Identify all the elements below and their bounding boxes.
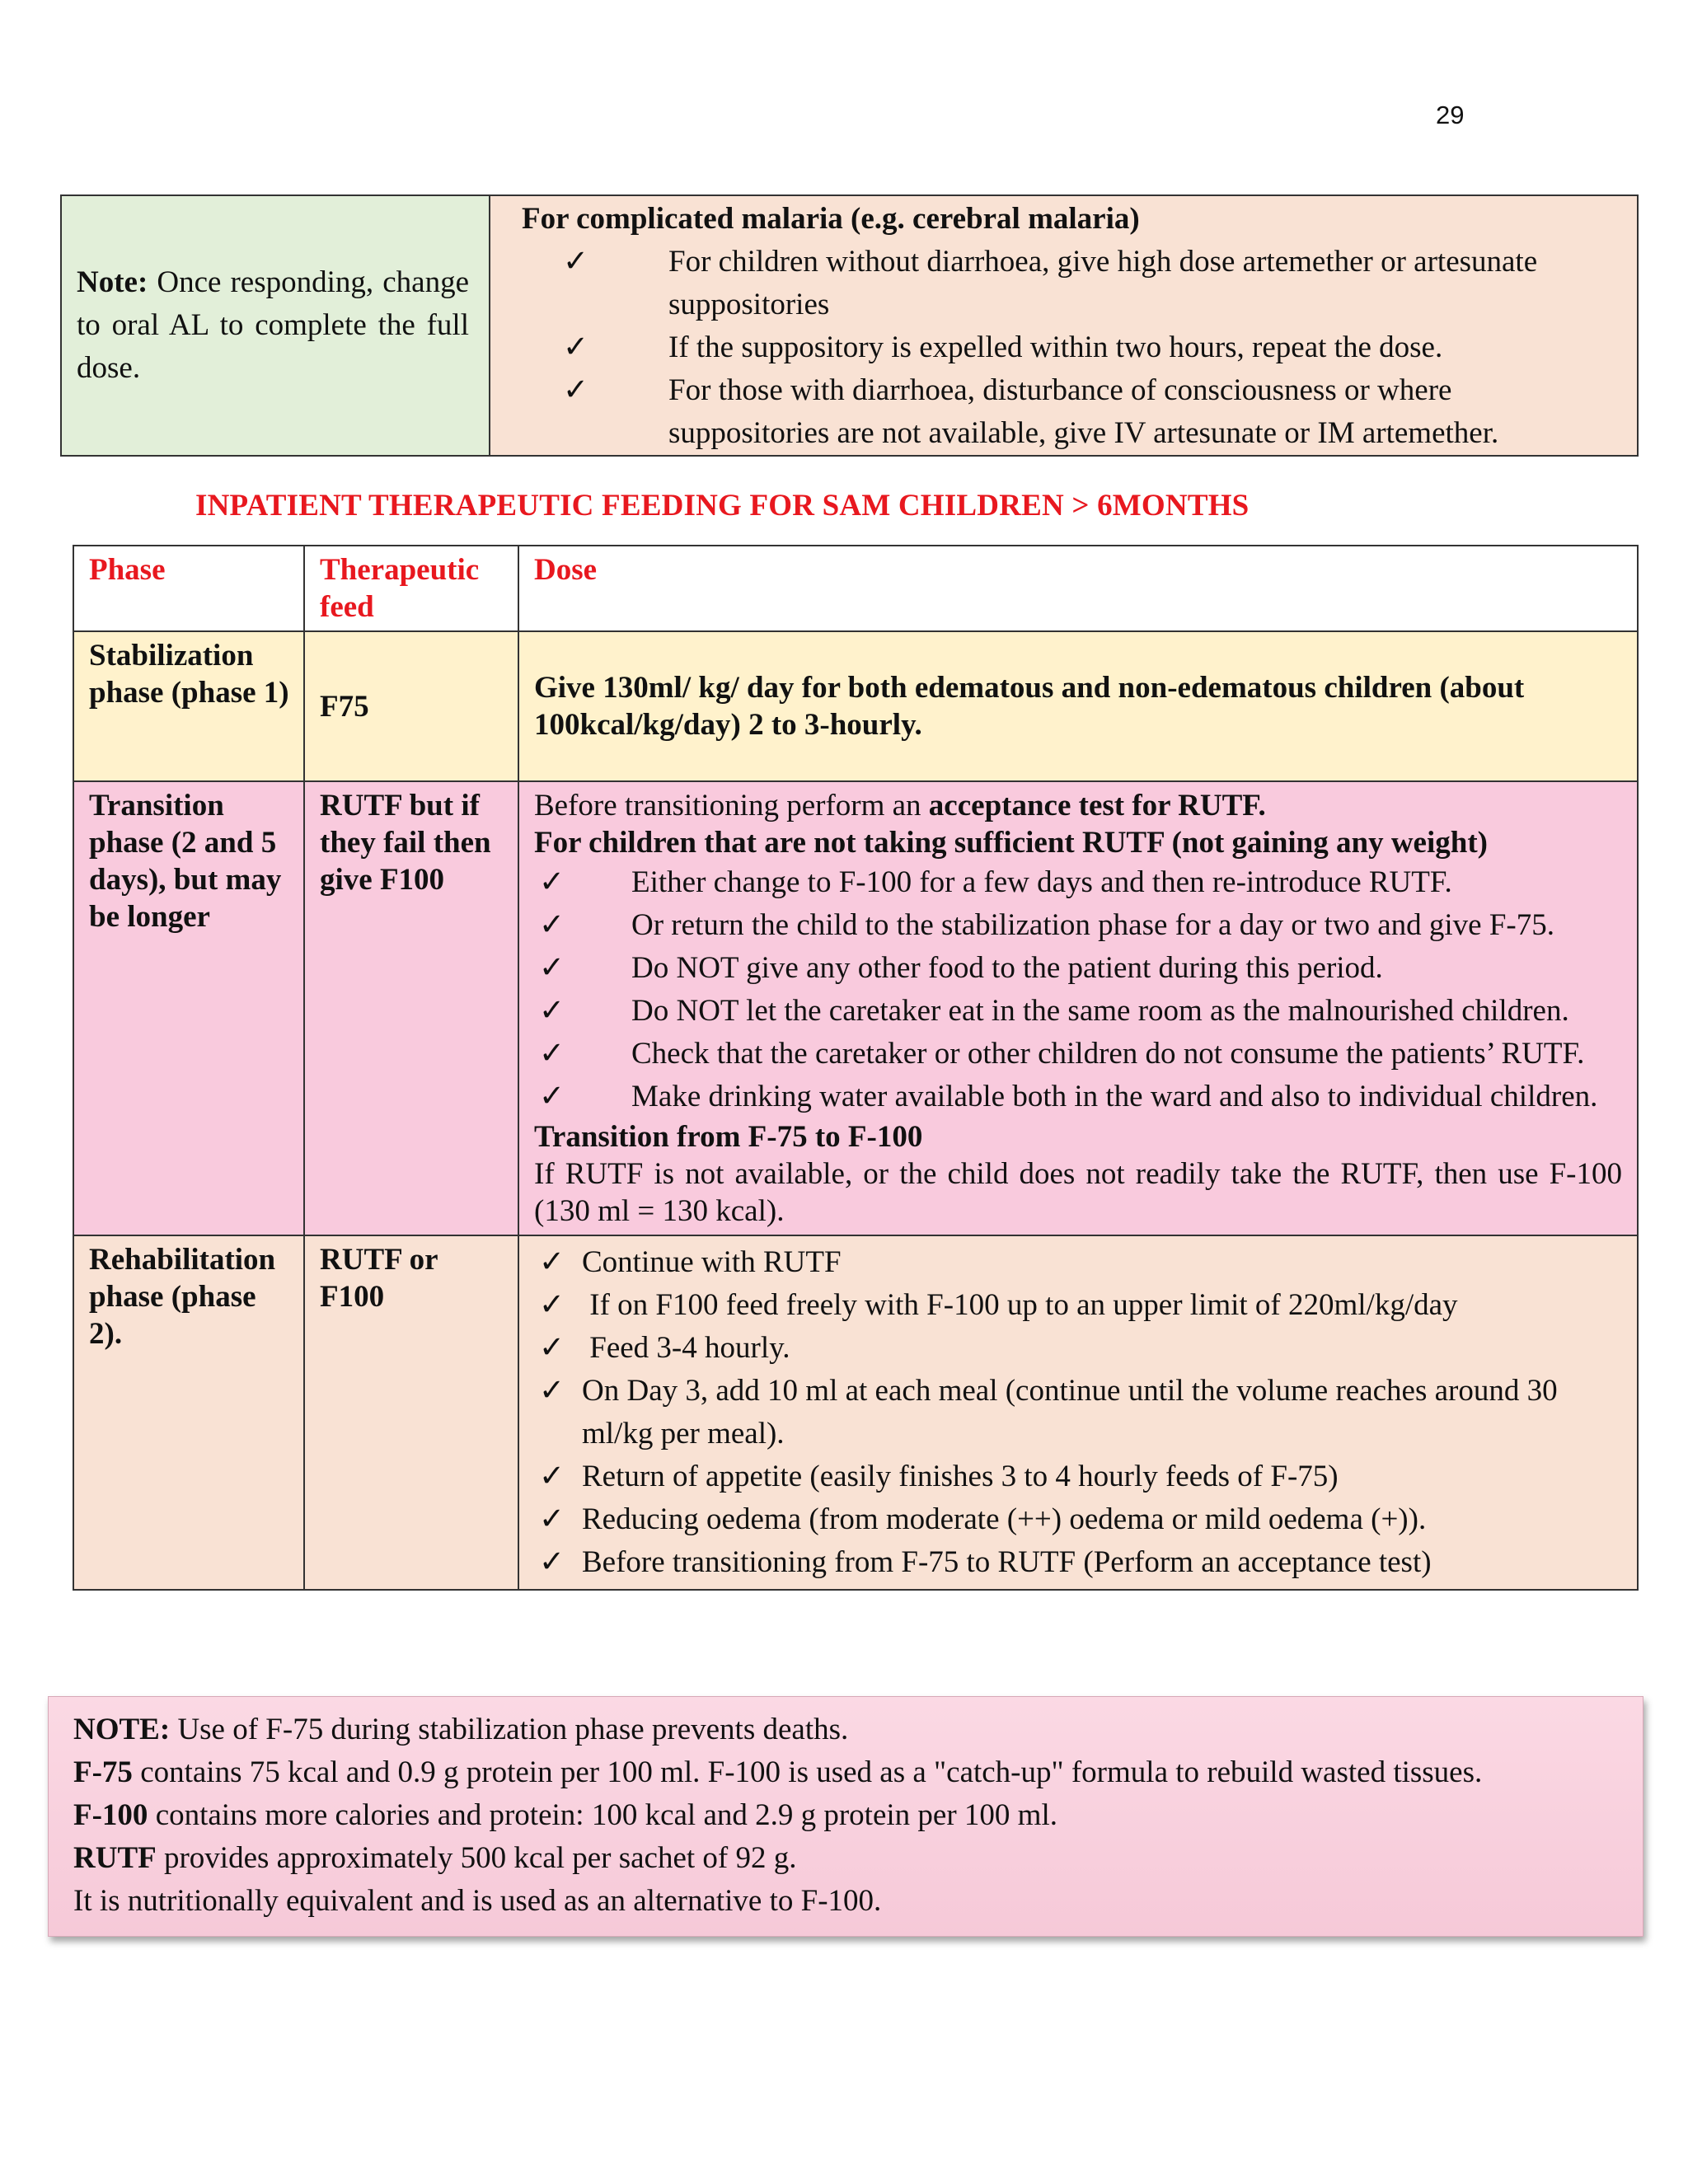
note-text: It is nutritionally equivalent and is used as an alternative to F-100. [73,1884,882,1918]
table-row-stabilization [73,631,1638,781]
note-bold: F-100 [73,1798,148,1832]
note-line [73,1708,1620,1751]
dose-cell [518,781,1638,1235]
list-item-text: Return of appetite (easily finishes 3 to 4 hourly feeds of F-75) [582,1460,1339,1493]
list-item-text: Reducing oedema (from moderate (++) oedema or mild oedema (+)). [582,1502,1427,1536]
note-box [48,1696,1643,1937]
list-item [534,861,1622,904]
note-line [73,1880,1620,1923]
checkmark-icon: ✓ [539,1545,565,1579]
table-header-row [73,546,1638,631]
dose-cell: Give 130ml/ kg/ day for both edematous and non-edematous children (about 100kcal/kg/day) 2 to 3-hourly. [518,631,1638,781]
feeding-table [73,545,1639,1591]
checkmark-icon: ✓ [539,1037,565,1071]
header-phase: Phase [73,546,304,631]
list-item-text: For children without diarrhoea, give high dose artemether or artesunate suppositories [668,245,1538,321]
checkmark-icon: ✓ [539,1374,565,1408]
checkmark-icon: ✓ [563,245,589,279]
feed-cell: F75 [304,631,518,781]
rehabilitation-list [534,1241,1622,1584]
checkmark-icon: ✓ [539,865,565,899]
list-item-text: Either change to F-100 for a few days and then re-introduce RUTF. [631,865,1452,899]
list-item [534,1327,1622,1370]
list-item [534,947,1622,990]
checkmark-icon: ✓ [539,1245,565,1279]
list-item-text: Make drinking water available both in the ward and also to individual children. [631,1080,1598,1113]
intro-bold-text: acceptance test for RUTF. [928,789,1266,823]
list-item-text: Feed 3-4 hourly. [582,1331,790,1365]
feed-cell: RUTF or F100 [304,1235,518,1590]
malaria-note-cell [61,195,490,456]
list-item-text: Do NOT let the caretaker eat in the same room as the malnourished children. [631,994,1569,1028]
malaria-instructions-cell [490,195,1638,456]
list-item [522,326,1612,369]
list-item-text: If on F100 feed freely with F-100 up to an upper limit of 220ml/kg/day [582,1288,1458,1322]
checkmark-icon: ✓ [539,994,565,1028]
feed-cell: RUTF but if they fail then give F100 [304,781,518,1235]
dose-cell [518,1235,1638,1590]
checkmark-icon: ✓ [539,908,565,942]
list-item [534,990,1622,1033]
section-title: INPATIENT THERAPEUTIC FEEDING FOR SAM CHILDREN > 6MONTHS [195,489,1250,523]
list-item [534,1498,1622,1541]
phase-cell: Stabilization phase (phase 1) [73,631,304,781]
note-bold: RUTF [73,1841,157,1875]
list-item [522,369,1612,455]
list-item-text: Before transitioning from F-75 to RUTF (Perform an acceptance test) [582,1545,1432,1579]
list-item-text: Check that the caretaker or other children do not consume the patients’ RUTF. [631,1037,1585,1071]
note-line [73,1837,1620,1880]
malaria-note-label: Note: [77,265,148,299]
phase-cell: Transition phase (2 and 5 days), but may be longer [73,781,304,1235]
note-line [73,1751,1620,1794]
transition-subheading: For children that are not taking sufficient RUTF (not gaining any weight) [534,826,1488,860]
table-row-rehabilitation [73,1235,1638,1590]
list-item [522,241,1612,326]
malaria-list [522,241,1612,455]
note-line [73,1794,1620,1837]
list-item-text: Do NOT give any other food to the patient during this period. [631,951,1383,985]
list-item [534,1455,1622,1498]
checkmark-icon: ✓ [539,951,565,985]
malaria-heading: For complicated malaria (e.g. cerebral malaria) [522,202,1140,236]
checkmark-icon: ✓ [539,1502,565,1536]
checkmark-icon: ✓ [563,373,589,407]
list-item [534,1241,1622,1284]
list-item-text: Or return the child to the stabilization phase for a day or two and give F-75. [631,908,1554,942]
checkmark-icon: ✓ [539,1288,565,1322]
list-item-text: For those with diarrhoea, disturbance of consciousness or where suppositories are not available, give IV artesunate or IM artemether. [668,373,1499,450]
list-item-text: If the suppository is expelled within two hours, repeat the dose. [668,330,1443,364]
malaria-note-text: Once responding, change to oral AL to complete the full dose. [77,265,469,385]
list-item [534,1370,1622,1455]
malaria-box [60,194,1639,457]
header-dose: Dose [518,546,1638,631]
note-bold: F-75 [73,1755,133,1789]
header-therapeutic-feed: Therapeutic feed [304,546,518,631]
intro-text: Before transitioning perform an [534,789,929,823]
list-item [534,1541,1622,1584]
note-text: contains 75 kcal and 0.9 g protein per 100 ml. F-100 is used as a "catch-up" formula to rebuild wasted tissues. [132,1755,1483,1789]
table-row-transition [73,781,1638,1235]
checkmark-icon: ✓ [539,1080,565,1113]
transition-final-text: If RUTF is not available, or the child does not readily take the RUTF, then use F-100 (130 ml = 130 kcal). [534,1157,1622,1228]
phase-cell: Rehabilitation phase (phase 2). [73,1235,304,1590]
list-item [534,1033,1622,1076]
note-text: contains more calories and protein: 100 kcal and 2.9 g protein per 100 ml. [148,1798,1057,1832]
list-item [534,904,1622,947]
page-number: 29 [1436,101,1465,129]
note-text: Use of F-75 during stabilization phase prevents deaths. [170,1713,849,1746]
list-item [534,1284,1622,1327]
transition-subheading-2: Transition from F-75 to F-100 [534,1120,923,1154]
note-text: provides approximately 500 kcal per sachet of 92 g. [156,1841,797,1875]
transition-list [534,861,1622,1118]
list-item-text: Continue with RUTF [582,1245,842,1279]
list-item-text: On Day 3, add 10 ml at each meal (continue until the volume reaches around 30 ml/kg per meal). [582,1374,1558,1451]
checkmark-icon: ✓ [563,330,589,364]
note-bold: NOTE: [73,1713,171,1746]
checkmark-icon: ✓ [539,1331,565,1365]
checkmark-icon: ✓ [539,1460,565,1493]
transition-intro [534,787,1622,824]
list-item [534,1076,1622,1118]
